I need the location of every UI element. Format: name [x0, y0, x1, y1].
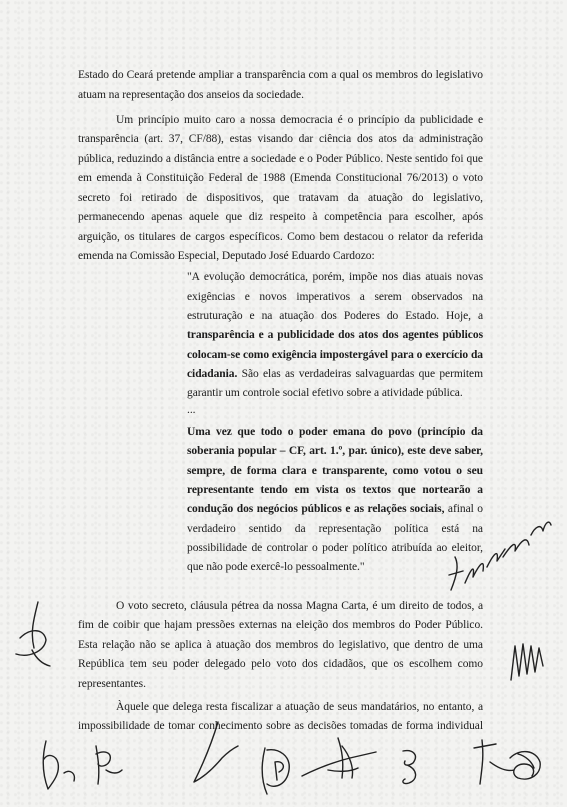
- quote-line-bold: soberania popular – CF, art. 1.º, par. único), este deve saber,: [187, 445, 483, 457]
- quote-line: verdadeiro sentido da representação política está na: [187, 523, 483, 535]
- quote-line: que não pode exercê-lo pessoalmente.": [187, 561, 365, 573]
- signature-icon: [8, 598, 58, 670]
- body-line: transparência (art. 37, CF/88), estas visando dar ciência dos atos da administração: [78, 133, 483, 145]
- quote-line-bold: colocam-se como exigência impostergável para o exercício da: [187, 349, 483, 361]
- body-line: O voto secreto, cláusula pétrea da nossa Magna Carta, é um direito de todos, a: [116, 600, 483, 612]
- signature-icon: [182, 718, 242, 790]
- quote-line: garantir um controle social efetivo sobre a atividade pública.: [187, 387, 463, 399]
- quote-fragment: afinal o: [444, 503, 483, 515]
- body-line: impossibilidade de tomar conhecimento sobre as decisões tomadas de forma individual: [78, 720, 483, 732]
- body-line: Esta relação não se aplica à atuação dos membros do legislativo, que dentro de uma: [78, 639, 483, 651]
- quote-line-bold: transparência e a publicidade dos atos dos agentes públicos: [187, 329, 483, 341]
- body-line: secreto foi retirado de dispositivos, que tratavam da atuação do legislativo,: [78, 192, 483, 204]
- quote-fragment: São elas as verdadeiras salvaguardas que permitem: [237, 368, 483, 380]
- quote-bold-fragment: condução dos negócios públicos e as relações sociais,: [187, 503, 445, 515]
- body-line: Um princípio muito caro a nossa democracia é o princípio da publicidade e: [116, 114, 483, 126]
- signature-icon: [470, 728, 555, 788]
- body-line: atuam na representação dos anseios da sociedade.: [78, 89, 304, 101]
- quote-line: "A evolução democrática, porém, impõe nos dias atuais novas: [187, 271, 483, 283]
- body-line: representantes.: [78, 678, 146, 690]
- quote-ellipsis: ...: [187, 404, 196, 416]
- signature-icon: [395, 745, 425, 790]
- quote-line: estruturação e na atuação dos Poderes do Estado. Hoje, a: [187, 310, 483, 322]
- body-line: Estado do Ceará pretende ampliar a transparência com a qual os membros do legislativo: [78, 69, 483, 81]
- body-line: Àquele que delega resta fiscalizar a atuação de seus mandatários, no entanto, a: [116, 701, 483, 713]
- signature-icon: [298, 728, 383, 786]
- body-line: pública, reduzindo a distância entre a sociedade e o Poder Público. Neste sentido foi que: [78, 153, 483, 165]
- body-line: República tem seu poder delegado pelo voto dos cidadãos, que os escolhem como: [78, 658, 483, 670]
- quote-line: possibilidade de controlar o poder político atribuída ao eleitor,: [187, 542, 483, 554]
- body-line: fim de coibir que hajam pressões externas na eleição dos membros do Poder Público.: [78, 619, 483, 631]
- signature-icon: [28, 733, 88, 803]
- quote-line-bold: representante tendo em vista os textos que nortearão a: [187, 484, 483, 496]
- body-line: emenda na Comissão Especial, Deputado José Eduardo Cardozo:: [78, 250, 375, 262]
- quote-line: exigências e novos imperativos a serem observados na: [187, 291, 483, 303]
- signature-icon: [88, 740, 128, 790]
- quote-line-bold: sempre, de forma clara e transparente, como votou o seu: [187, 465, 483, 477]
- body-line: permanecendo apenas aquele que diz respeito à competência para escolher, após: [78, 211, 483, 223]
- body-line: em emenda à Constituição Federal de 1988 (Emenda Constitucional 76/2013) o voto: [78, 172, 483, 184]
- signature-icon: [445, 505, 555, 600]
- quote-bold-fragment: cidadania.: [187, 368, 238, 380]
- body-line: arguição, os titulares de cargos específicos. Como bem destacou o relator da referida: [78, 231, 483, 243]
- signature-icon: [255, 740, 300, 800]
- quote-line: [187, 502, 483, 517]
- signature-icon: [505, 636, 550, 684]
- quote-line: [187, 367, 483, 382]
- quote-line-bold: Uma vez que todo o poder emana do povo (princípio da: [187, 426, 483, 438]
